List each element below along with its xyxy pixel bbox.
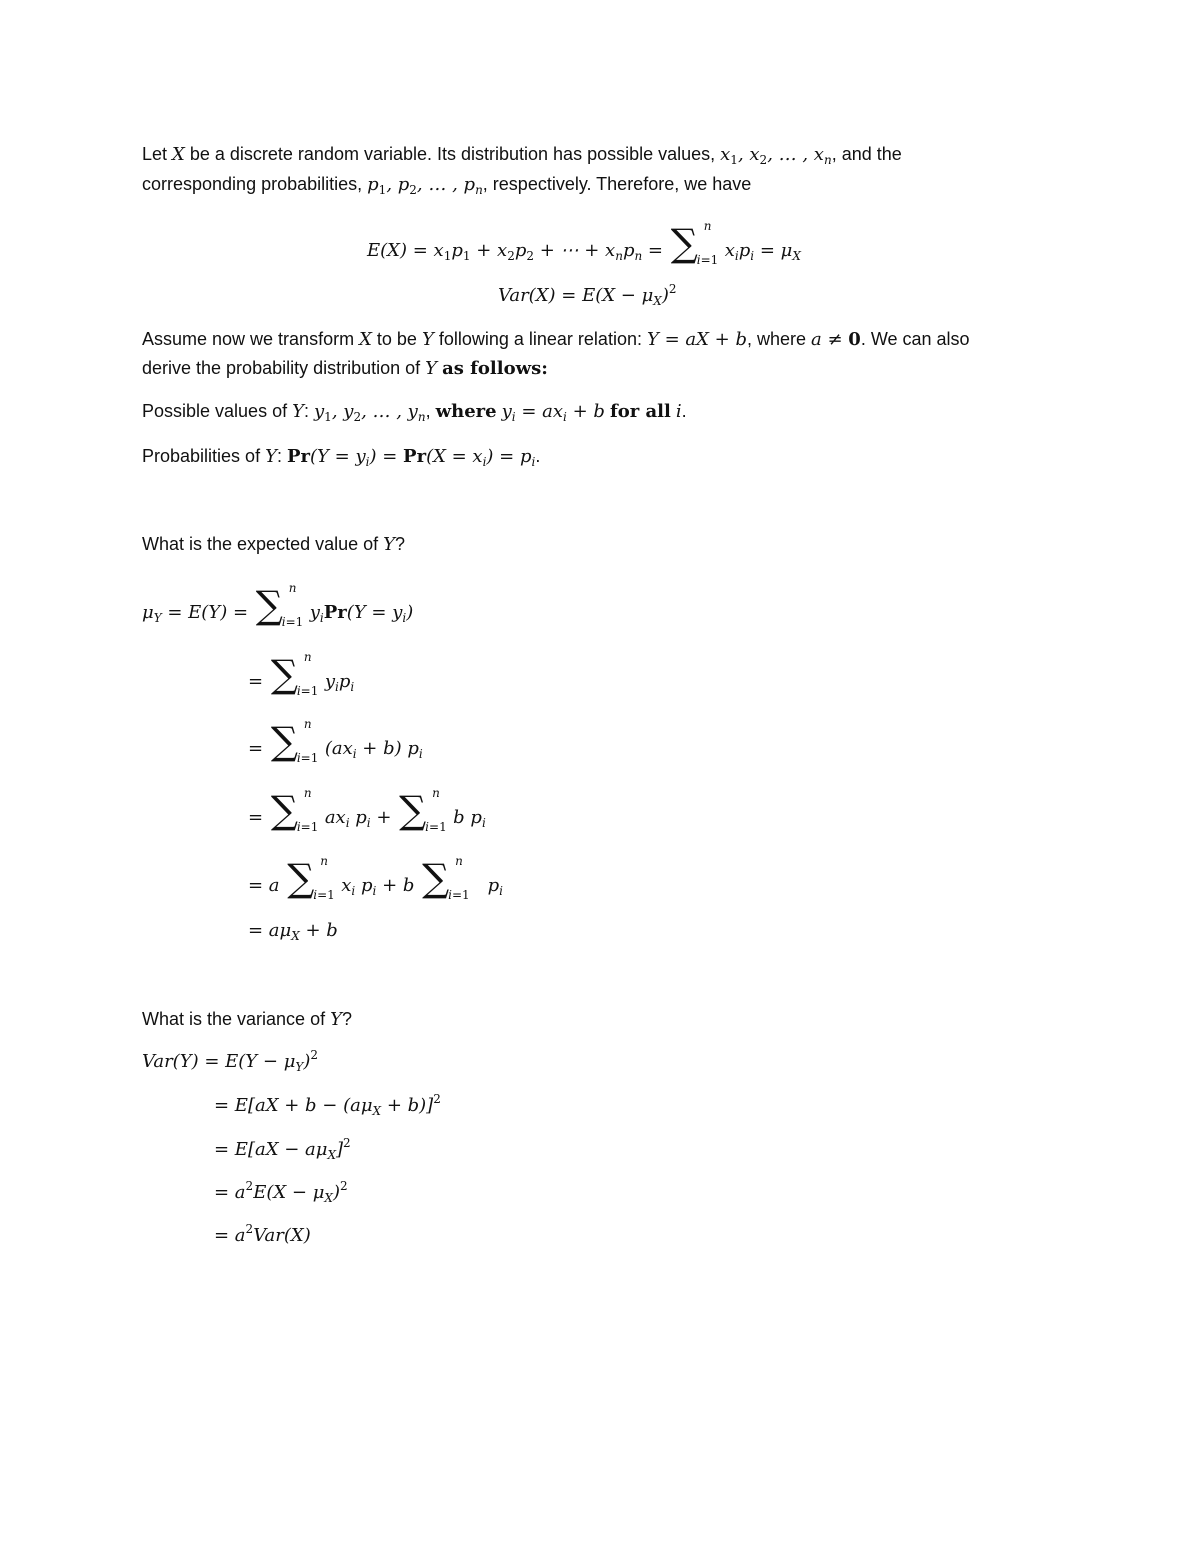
variance-question: What is the variance of Y? [142,1009,352,1030]
expectation-x-equation: $E(X) = x_1p_1 + x_2p_2$ + ⋯ + $x_np_n$ = ∑ n i=1 $x_ip_i = \mu_X$ [367,219,801,267]
ev-step-4: = ∑ n i=1 $ax_i$ $p_i$ + ∑ n i=1 b $p_i$ [248,786,486,834]
variance-x-equation: $Var(X) = E(X - \mu_X)^2$ [498,282,677,308]
ev-step-1: $\mu_Y = E(Y)$ = ∑ n i=1 $y_iPr(Y = y_i)$ [142,581,414,629]
var-step-1: $Var(Y) = E(Y - \mu_Y)^2$ [142,1048,318,1074]
var-step-4: = $a^2E(X - \mu_X)^2$ [214,1179,348,1205]
transform-line-2: derive the probability distribution of Y as follows: [142,358,548,379]
probabilities-line: Probabilities of Y: $Pr(Y = y_i) = Pr(X = x_i) = p_i$. [142,446,541,469]
ev-step-3: = ∑ n i=1 $(ax_i + b)$ $p_i$ [248,717,423,765]
intro-line-1: Let X be a discrete random variable. Its distribution has possible values, $x_1$, $x_2$, … , $x_n$, and the [142,144,902,167]
var-step-5: = $a^2Var(X)$ [214,1222,311,1246]
sum-icon: ∑ n i=1 [270,650,319,698]
sum-icon: ∑ n i=1 [270,786,319,834]
expected-value-question: What is the expected value of Y? [142,534,406,555]
ev-step-6: = $a\mu_X + b$ [248,920,338,943]
intro-line-2: corresponding probabilities, $p_1$, $p_2$, … , $p_n$, respectively. Therefore, we have [142,174,752,197]
ev-step-2: = ∑ n i=1 $y_ip_i$ [248,650,355,698]
sum-icon: ∑ n i=1 [399,786,447,834]
sum-icon: ∑ n i=1 [270,717,319,765]
possible-values-line: Possible values of Y: $y_1$, $y_2$, … , $y_n$, where $y_i = ax_i + b$ for all i. [142,401,687,424]
ev-step-5: = a ∑ n i=1 $x_i$ $p_i + b$ ∑ n i=1 $p_i$ [248,854,503,902]
sum-icon: ∑ n i=1 [255,581,304,629]
sum-icon: ∑ n i=1 [287,854,335,902]
sum-icon: ∑ n i=1 [670,219,719,267]
sum-icon: ∑ n i=1 [422,854,470,902]
var-step-3: = $E[aX - a\mu_X]^2$ [214,1136,351,1162]
var-step-2: = $E[aX + b - (a\mu_X + b)]^2$ [214,1092,441,1118]
transform-line-1: Assume now we transform X to be Y following a linear relation: Y = aX + b, where a ≠ 0. We can also [142,329,970,350]
